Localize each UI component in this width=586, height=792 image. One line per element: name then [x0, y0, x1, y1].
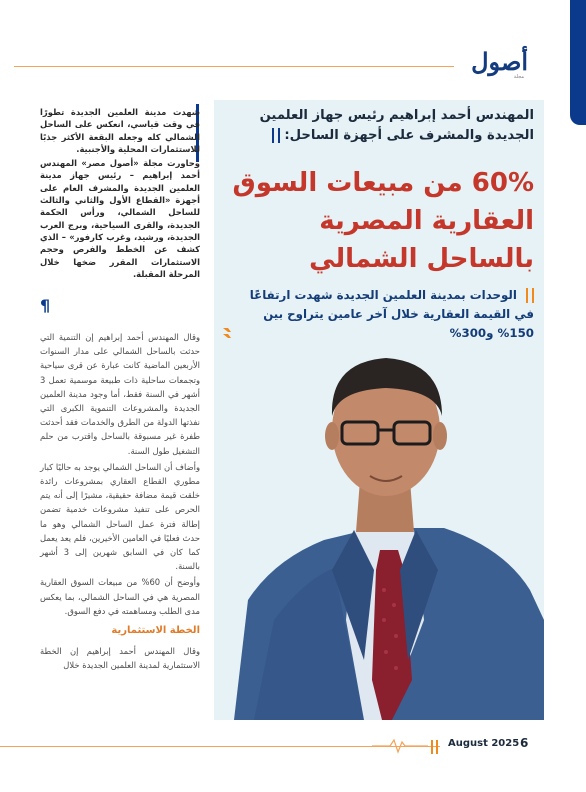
subtitle-text: المهندس أحمد إبراهيم رئيس جهاز العلمين الجديدة والمشرف على أجهزة الساحل: [259, 108, 534, 143]
page-edge-tab [570, 0, 586, 125]
logo-wordmark: أصول [471, 46, 528, 76]
footer-month: August 2025 [448, 738, 520, 749]
section-heading: الخطة الاستثمارية [111, 625, 200, 637]
body-paragraph: وأوضح أن 60% من مبيعات السوق العقارية المصرية هي في الساحل الشمالي، بما يعكس مدى الطلب ومساهمته في دفع السوق. [40, 577, 200, 616]
body-column [40, 330, 200, 674]
stat-text: الوحدات بمدينة العلمين الجديدة شهدت ارتفاعًا في القيمة العقارية خلال آخر عامين يتراوح بين 150% و300% [249, 288, 534, 340]
quote-mark-icon [222, 326, 232, 340]
hero-panel [214, 100, 544, 720]
paragraph-marker-icon: ¶ [40, 296, 51, 315]
page-number: 6 [520, 736, 529, 750]
body-paragraph: وقال المهندس أحمد إبراهيم إن الخطة الاستثمارية لمدينة العلمين الجديدة خلال [40, 646, 200, 671]
stat-marker-icon [526, 288, 534, 303]
lead-column [40, 106, 200, 282]
pulse-line-icon [372, 738, 428, 754]
lead-paragraph: شهدت مدينة العلمين الجديدة تطورًا في وقت قياسي، انعكس على الساحل الشمالي كله وجعله البقعة الأكثر جذبًا للاستثمارات المحلية والأجنبية. [40, 107, 200, 154]
article-title: 60% من مبيعات السوق العقارية المصرية بالساحل الشمالي [232, 168, 534, 274]
subtitle-marker-icon [272, 128, 280, 143]
article-subtitle [234, 106, 534, 146]
body-paragraph: وأضاف أن الساحل الشمالي يوجد به حاليًا كبار مطوري القطاع العقاري بمشروعات رائدة خلقت قيمة مضافة حقيقية، مشيرًا إلى أنه يتم الحرص على تنفيذ مشروعات خدمية تضمن إطالة فترة عمل الساحل الشمالي وهو ما حدث فعليًا في العامين الأخيرين، فلم يعد يعمل كما كان في السابق شهرين إلى 3 أشهر بالسنة. [40, 461, 200, 572]
body-paragraph: وقال المهندس أحمد إبراهيم إن التنمية التي حدثت بالساحل الشمالي على مدار السنوات الأربعين الماضية كانت عبارة عن قرى سياحية وتجمعات ساحلية ذات طبيعة موسمية تعمل 3 أشهر في السنة فقط، أما وجود مدينة العلمين الجديدة والمشروعات التنموية الكبرى التي نفذتها الدولة من الطرق والخدمات فقد أحدثت طفرة غير مسبوقة بالساحل واقترب من حلم التشغيل طول السنة. [40, 332, 200, 456]
magazine-logo [462, 44, 528, 78]
header-rule [14, 66, 454, 67]
footer-marker-icon [431, 740, 438, 754]
logo-subtext: مجلة [513, 74, 524, 80]
lead-paragraph: وحاورت مجلة «أصول مصر» المهندس أحمد إبراهيم – رئيس جهاز مدينة العلمين الجديدة والمشرف العام على أجهزة «القطاع الأول والثاني والثالث للساحل الشمالي، ورأس الحكمة الجديدة، والقرى السياحية، وبرج العرب الجديدة، ورشيد، وغرب كارفور» – الذي كشف عن الخطط والفرص وحجم الاستثمارات المقرر ضخها خلال المرحلة المقبلة. [40, 158, 200, 279]
highlight-stat [226, 286, 534, 343]
